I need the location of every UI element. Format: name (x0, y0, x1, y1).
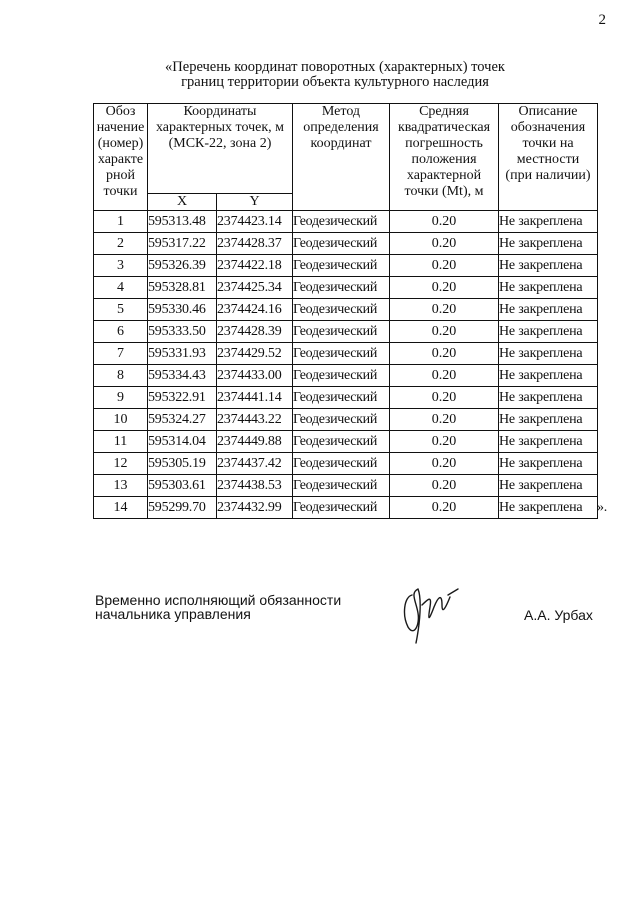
method-cell: Геодезический (293, 299, 390, 321)
handwritten-signature (398, 585, 468, 647)
error-cell: 0.20 (390, 497, 499, 519)
header-text: Метод (321, 104, 361, 119)
header-text: Координаты (183, 104, 257, 119)
table-row (94, 365, 598, 387)
x-coordinate-cell: 595305.19 (148, 453, 217, 475)
error-cell: 0.20 (390, 365, 499, 387)
point-number-cell: 6 (94, 321, 148, 343)
x-coordinate-cell: 595303.61 (148, 475, 217, 497)
method-cell: Геодезический (293, 211, 390, 233)
error-cell: 0.20 (390, 299, 499, 321)
x-coordinate-cell: 595331.93 (148, 343, 217, 365)
signer-position (95, 593, 341, 621)
header-description (499, 104, 598, 211)
table-row (94, 255, 598, 277)
x-coordinate-cell: 595333.50 (148, 321, 217, 343)
method-cell: Геодезический (293, 343, 390, 365)
point-number-cell: 10 (94, 409, 148, 431)
header-text: местности (516, 152, 580, 167)
description-cell: Не закреплена (499, 233, 598, 255)
header-text: обозначения (510, 120, 586, 135)
point-number-cell: 14 (94, 497, 148, 519)
header-mean-error (390, 104, 499, 211)
header-text: Описание (518, 104, 578, 119)
table-row (94, 277, 598, 299)
y-coordinate-cell: 2374432.99 (217, 497, 293, 519)
point-number-cell: 2 (94, 233, 148, 255)
point-number-cell: 12 (94, 453, 148, 475)
header-y: Y (217, 194, 293, 211)
point-number-cell: 9 (94, 387, 148, 409)
header-text: (при наличии) (505, 168, 591, 183)
error-cell: 0.20 (390, 255, 499, 277)
point-number-cell: 8 (94, 365, 148, 387)
method-cell: Геодезический (293, 453, 390, 475)
x-coordinate-cell: 595299.70 (148, 497, 217, 519)
method-cell: Геодезический (293, 409, 390, 431)
header-x: X (148, 194, 217, 211)
header-text: характерных точек, м (155, 120, 285, 135)
y-coordinate-cell: 2374424.16 (217, 299, 293, 321)
method-cell: Геодезический (293, 321, 390, 343)
x-coordinate-cell: 595322.91 (148, 387, 217, 409)
method-cell: Геодезический (293, 387, 390, 409)
description-cell: Не закреплена (499, 409, 598, 431)
method-cell: Геодезический (293, 255, 390, 277)
header-text: точки (Mt), м (404, 184, 484, 199)
header-text: Обоз (105, 104, 136, 119)
header-text: точки на (522, 136, 574, 151)
error-cell: 0.20 (390, 233, 499, 255)
description-cell: Не закреплена (499, 321, 598, 343)
y-coordinate-cell: 2374423.14 (217, 211, 293, 233)
header-coordinates (148, 104, 293, 194)
header-text: точки (103, 184, 138, 199)
signer-position-line-1: Временно исполняющий обязанности (95, 592, 342, 608)
description-cell: Не закреплена (499, 453, 598, 475)
error-cell: 0.20 (390, 277, 499, 299)
title-line-1: «Перечень координат поворотных (характерных) точек (165, 59, 505, 75)
signer-name: А.А. Урбах (524, 607, 593, 623)
signer-position-line-2: начальника управления (95, 606, 251, 622)
table-row (94, 211, 598, 233)
title-line-2: границ территории объекта культурного наследия (181, 74, 489, 90)
header-text: характе (97, 152, 144, 167)
x-coordinate-cell: 595330.46 (148, 299, 217, 321)
table-row (94, 299, 598, 321)
description-cell: Не закреплена (499, 365, 598, 387)
x-coordinate-cell: 595317.22 (148, 233, 217, 255)
x-coordinate-cell: 595326.39 (148, 255, 217, 277)
x-coordinate-cell: 595334.43 (148, 365, 217, 387)
description-text: Не закреплена (499, 500, 583, 515)
description-cell: Не закреплена (499, 475, 598, 497)
y-coordinate-cell: 2374428.39 (217, 321, 293, 343)
point-number-cell: 5 (94, 299, 148, 321)
error-cell: 0.20 (390, 453, 499, 475)
table-row (94, 475, 598, 497)
x-coordinate-cell: 595314.04 (148, 431, 217, 453)
description-cell: Не закреплена (499, 211, 598, 233)
x-coordinate-cell: 595324.27 (148, 409, 217, 431)
header-text: характерной (406, 168, 482, 183)
y-coordinate-cell: 2374437.42 (217, 453, 293, 475)
table-row (94, 343, 598, 365)
document-title (120, 60, 550, 90)
header-text: положения (411, 152, 477, 167)
table-row (94, 497, 598, 519)
table-row (94, 431, 598, 453)
closing-quote: ». (597, 500, 608, 515)
error-cell: 0.20 (390, 387, 499, 409)
y-coordinate-cell: 2374449.88 (217, 431, 293, 453)
y-coordinate-cell: 2374441.14 (217, 387, 293, 409)
point-number-cell: 13 (94, 475, 148, 497)
method-cell: Геодезический (293, 497, 390, 519)
error-cell: 0.20 (390, 409, 499, 431)
description-cell: Не закреплена (499, 255, 598, 277)
y-coordinate-cell: 2374428.37 (217, 233, 293, 255)
table-row (94, 387, 598, 409)
description-cell: Не закреплена (499, 387, 598, 409)
header-point-number (94, 104, 148, 211)
x-coordinate-cell: 595328.81 (148, 277, 217, 299)
table-row (94, 409, 598, 431)
description-cell: Не закреплена (499, 343, 598, 365)
x-coordinate-cell: 595313.48 (148, 211, 217, 233)
y-coordinate-cell: 2374443.22 (217, 409, 293, 431)
method-cell: Геодезический (293, 365, 390, 387)
header-text: Средняя (419, 104, 469, 119)
header-text: координат (310, 136, 372, 151)
table-row (94, 453, 598, 475)
description-cell: Не закреплена (499, 277, 598, 299)
method-cell: Геодезический (293, 277, 390, 299)
error-cell: 0.20 (390, 211, 499, 233)
y-coordinate-cell: 2374425.34 (217, 277, 293, 299)
header-method (293, 104, 390, 211)
y-coordinate-cell: 2374422.18 (217, 255, 293, 277)
method-cell: Геодезический (293, 431, 390, 453)
error-cell: 0.20 (390, 475, 499, 497)
point-number-cell: 4 (94, 277, 148, 299)
header-text: квадратическая (397, 120, 491, 135)
table-row (94, 233, 598, 255)
error-cell: 0.20 (390, 343, 499, 365)
description-cell: Не закреплена (499, 299, 598, 321)
header-text: начение (96, 120, 145, 135)
table-row (94, 321, 598, 343)
point-number-cell: 11 (94, 431, 148, 453)
coordinates-table (93, 103, 608, 519)
description-cell: Не закреплена (499, 431, 598, 453)
header-text: рной (106, 168, 135, 183)
y-coordinate-cell: 2374433.00 (217, 365, 293, 387)
error-cell: 0.20 (390, 321, 499, 343)
header-text: (МСК-22, зона 2) (168, 136, 272, 151)
error-cell: 0.20 (390, 431, 499, 453)
header-text: определения (303, 120, 379, 135)
y-coordinate-cell: 2374429.52 (217, 343, 293, 365)
page-number: 2 (598, 12, 606, 28)
point-number-cell: 1 (94, 211, 148, 233)
method-cell: Геодезический (293, 233, 390, 255)
y-coordinate-cell: 2374438.53 (217, 475, 293, 497)
header-text: погрешность (405, 136, 483, 151)
point-number-cell: 3 (94, 255, 148, 277)
header-text: (номер) (97, 136, 144, 151)
point-number-cell: 7 (94, 343, 148, 365)
method-cell: Геодезический (293, 475, 390, 497)
description-cell (499, 497, 608, 519)
